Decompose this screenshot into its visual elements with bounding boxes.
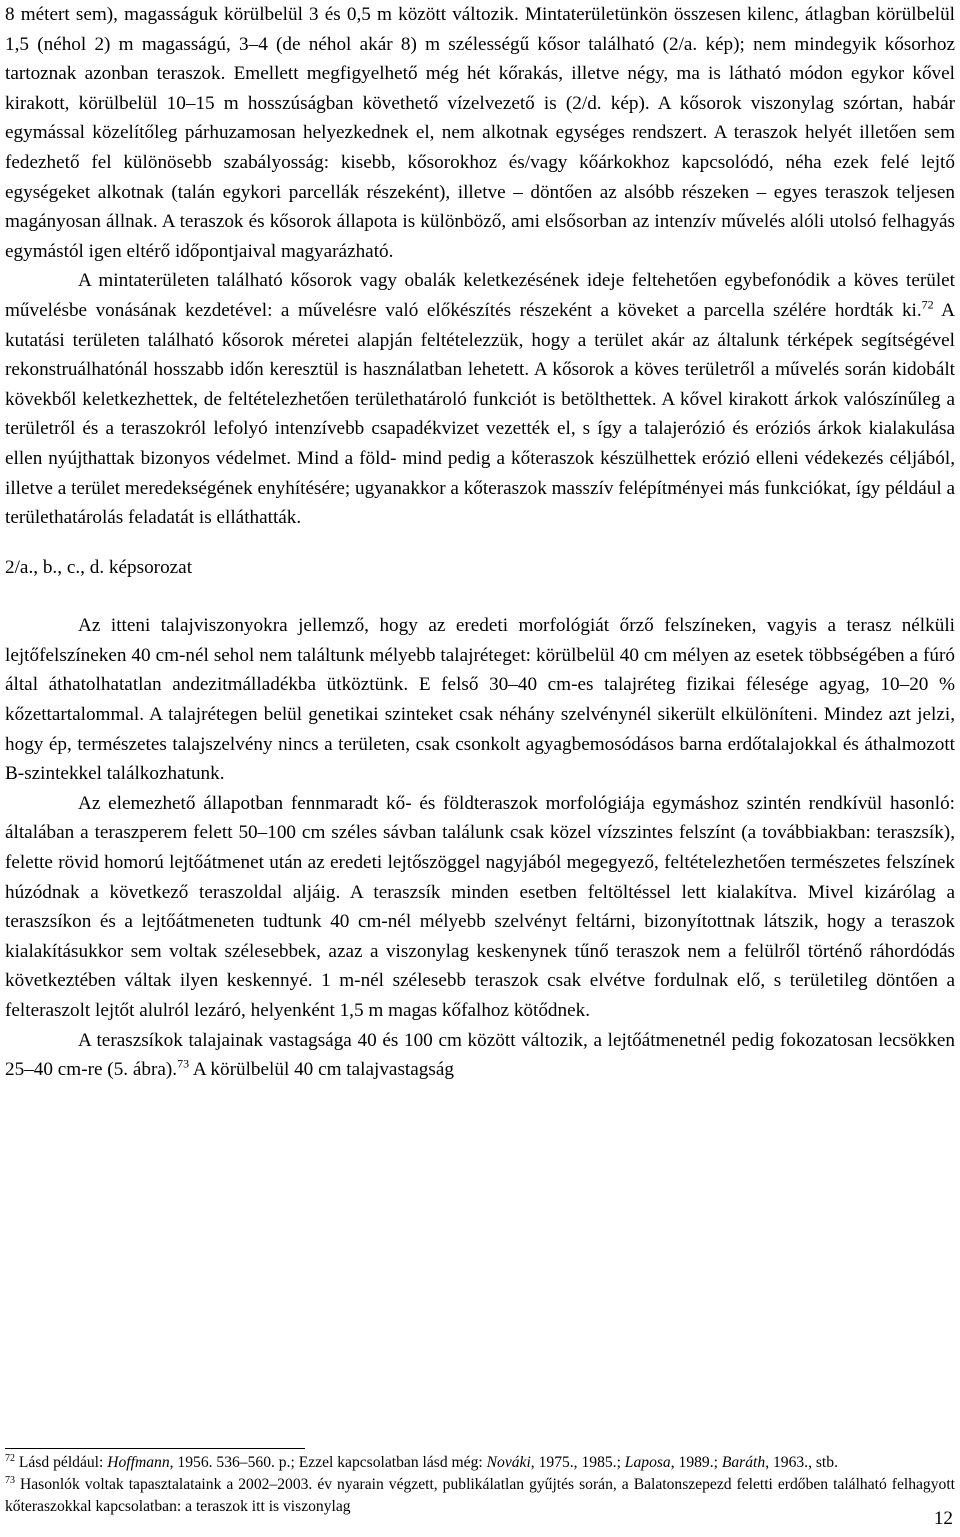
- footnote-72-text: , 1956. 536–560. p.; Ezzel kapcsolatban lásd még:: [169, 1454, 487, 1471]
- figure-caption: 2/a., b., c., d. képsorozat: [5, 556, 193, 578]
- paragraph-2-part-b: A kutatási területen található kősorok méretei alapján feltételezzük, hogy a terület akár az általunk térképek segítségével rekonstruálhatónál hosszabb időn keresztül is használatban lehetett. A kősorok a köves területről a művelés során kidobált kövekből keletkezhettek, de feltételezhetően területhatároló funkciót is betölthettek. A kővel kirakott árkok valószínűleg a területről és a teraszokról lefolyó intenzívebb csapadékvizet vezették el, s így a talajerózió és eróziós árkok kialakulása ellen nyújthattak bizonyos védelmet. Mind a föld- mind pedig a kőteraszok készülhettek erózió elleni védekezés céljából, illetve a terület meredekségének enyhítésére; ugyanakkor a kőteraszok masszív felépítményei más funkciókat, így például a területhatárolás feladatát is elláthatták.: [5, 299, 955, 529]
- footnote-72-text: , 1975., 1985.;: [530, 1454, 625, 1471]
- footnote-ref-73[interactable]: 73: [177, 1056, 190, 1071]
- paragraph-4: Az elemezhető állapotban fennmaradt kő- és földteraszok morfológiája egymáshoz szintén rendkívül hasonló: általában a teraszperem felett 50–100 cm széles sávban találunk csak közel vízszintes felszínt (a továbbiakban: teraszsík), felette rövid homorú lejtőátmenet után az eredeti lejtőszöggel nagyjából megegyező, feltételezhetően természetes felszínek húzódnak a következő teraszoldal aljáig. A teraszsík minden esetben feltöltéssel lett kialakítva. Mivel kizárólag a teraszsíkon és a lejtőátmeneten tudtunk 40 cm-nél mélyebb szelvényt feltárni, bizonyítottnak látszik, hogy a teraszok kialakításukkor sem voltak szélesebbek, azaz a viszonylag keskenynek tűnő teraszok nem a felülről történő ráhordódás következtében váltak ilyen keskennyé. 1 m-nél szélesebb teraszok csak elvétve fordulnak elő, s területileg döntően a felteraszolt lejtőt alulról lezáró, helyenként 1,5 m magas kőfalhoz kötődnek.: [5, 792, 955, 1021]
- paragraph-5: [5, 1026, 955, 1085]
- body-text: [5, 0, 955, 1085]
- footnote-72-author: Laposa: [624, 1454, 671, 1471]
- footnote-72-text: Lásd például:: [15, 1454, 108, 1471]
- footnote-72-author: Hoffmann: [107, 1454, 170, 1471]
- page-number: 12: [933, 1508, 953, 1529]
- paragraph-5-part-b: A körülbelül 40 cm talajvastagság: [189, 1059, 454, 1081]
- footnote-72-author: Nováki: [486, 1454, 531, 1471]
- paragraph-2: [5, 266, 955, 532]
- footnote-ref-72[interactable]: 72: [921, 297, 934, 312]
- footnote-separator: [5, 1448, 305, 1449]
- footnote-number-72: 72: [5, 1452, 15, 1464]
- paragraph-5-part-a: A teraszsíkok talajainak vastagsága 40 és 100 cm között változik, a lejtőátmenetnél pedig fokozatosan lecsökken 25–40 cm-re (5. ábra).: [5, 1029, 955, 1081]
- paragraph-3: Az itteni talajviszonyokra jellemző, hogy az eredeti morfológiát őrző felszíneken, vagyis a terasz nélküli lejtőfelszíneken 40 cm-nél sehol nem találtunk mélyebb talajréteget: körülbelül 40 cm mélyen az esetek többségében a fúró által áthatolhatatlan andezitmálladékba ütköztünk. E felső 30–40 cm-es talajréteg fizikai félesége agyag, 10–20 % kőzettartalommal. A talajrétegen belül genetikai szinteket csak néhány szelvénynél sikerült elkülöníteni. Mindez azt jelzi, hogy ép, természetes talajszelvény nincs a területen, csak csonkolt agyagbemosódásos barna erdőtalajokkal és áthalmozott B-szintekkel találkozhatunk.: [5, 615, 955, 785]
- footnote-72-author: Baráth: [721, 1454, 766, 1471]
- paragraph-1: 8 métert sem), magasságuk körülbelül 3 és 0,5 m között változik. Mintaterületünkön összesen kilenc, átlagban körülbelül 1,5 (néhol 2) m magasságú, 3–4 (de néhol akár 8) m szélességű kősor található (2/a. kép); nem mindegyik kősorhoz tartoznak azonban teraszok. Emellett megfigyelhető még hét kőrakás, illetve négy, ma is látható módon egykor kővel kirakott, körülbelül 10–15 m hosszúságban követhető vízelvezető is (2/d. kép). A kősorok viszonylag szórtan, habár egymással közelítőleg párhuzamosan helyezkednek el, nem alkotnak egységes rendszert. A teraszok helyét illetően sem fedezhető fel különösebb szabályosság: kisebb, kősorokhoz és/vagy kőárkokhoz kapcsolódó, néha ezek felé lejtő egységeket alkotnak (talán egykori parcellák részeként), illetve – döntően az alsóbb részeken – egyes teraszok teljesen magányosan állnak. A teraszok és kősorok állapota is különböző, ami elsősorban az intenzív művelés alóli utolsó felhagyás egymástól igen eltérő időpontjaival magyarázható.: [5, 4, 955, 262]
- footnote-72: [5, 1452, 955, 1474]
- footnote-number-73: 73: [5, 1475, 15, 1487]
- footnote-73: [5, 1474, 955, 1518]
- footnote-72-text: , 1989.;: [670, 1454, 722, 1471]
- footnotes: [5, 1452, 955, 1519]
- paragraph-2-part-a: A mintaterületen található kősorok vagy obalák keletkezésének ideje feltehetően egybefonódik a köves terület művelésbe vonásának kezdetével: a művelésre való előkészítés részeként a köveket a parcella szélére hordták ki.: [5, 270, 955, 321]
- footnote-72-text: , 1963., stb.: [765, 1454, 838, 1471]
- footnote-73-text: Hasonlók voltak tapasztalataink a 2002–2003. év nyarain végzett, publikálatlan gyűjtés során, a Balatonszepezd feletti erdőben található felhagyott kőteraszokkal kapcsolatban: a teraszok itt is viszonylag: [5, 1476, 955, 1516]
